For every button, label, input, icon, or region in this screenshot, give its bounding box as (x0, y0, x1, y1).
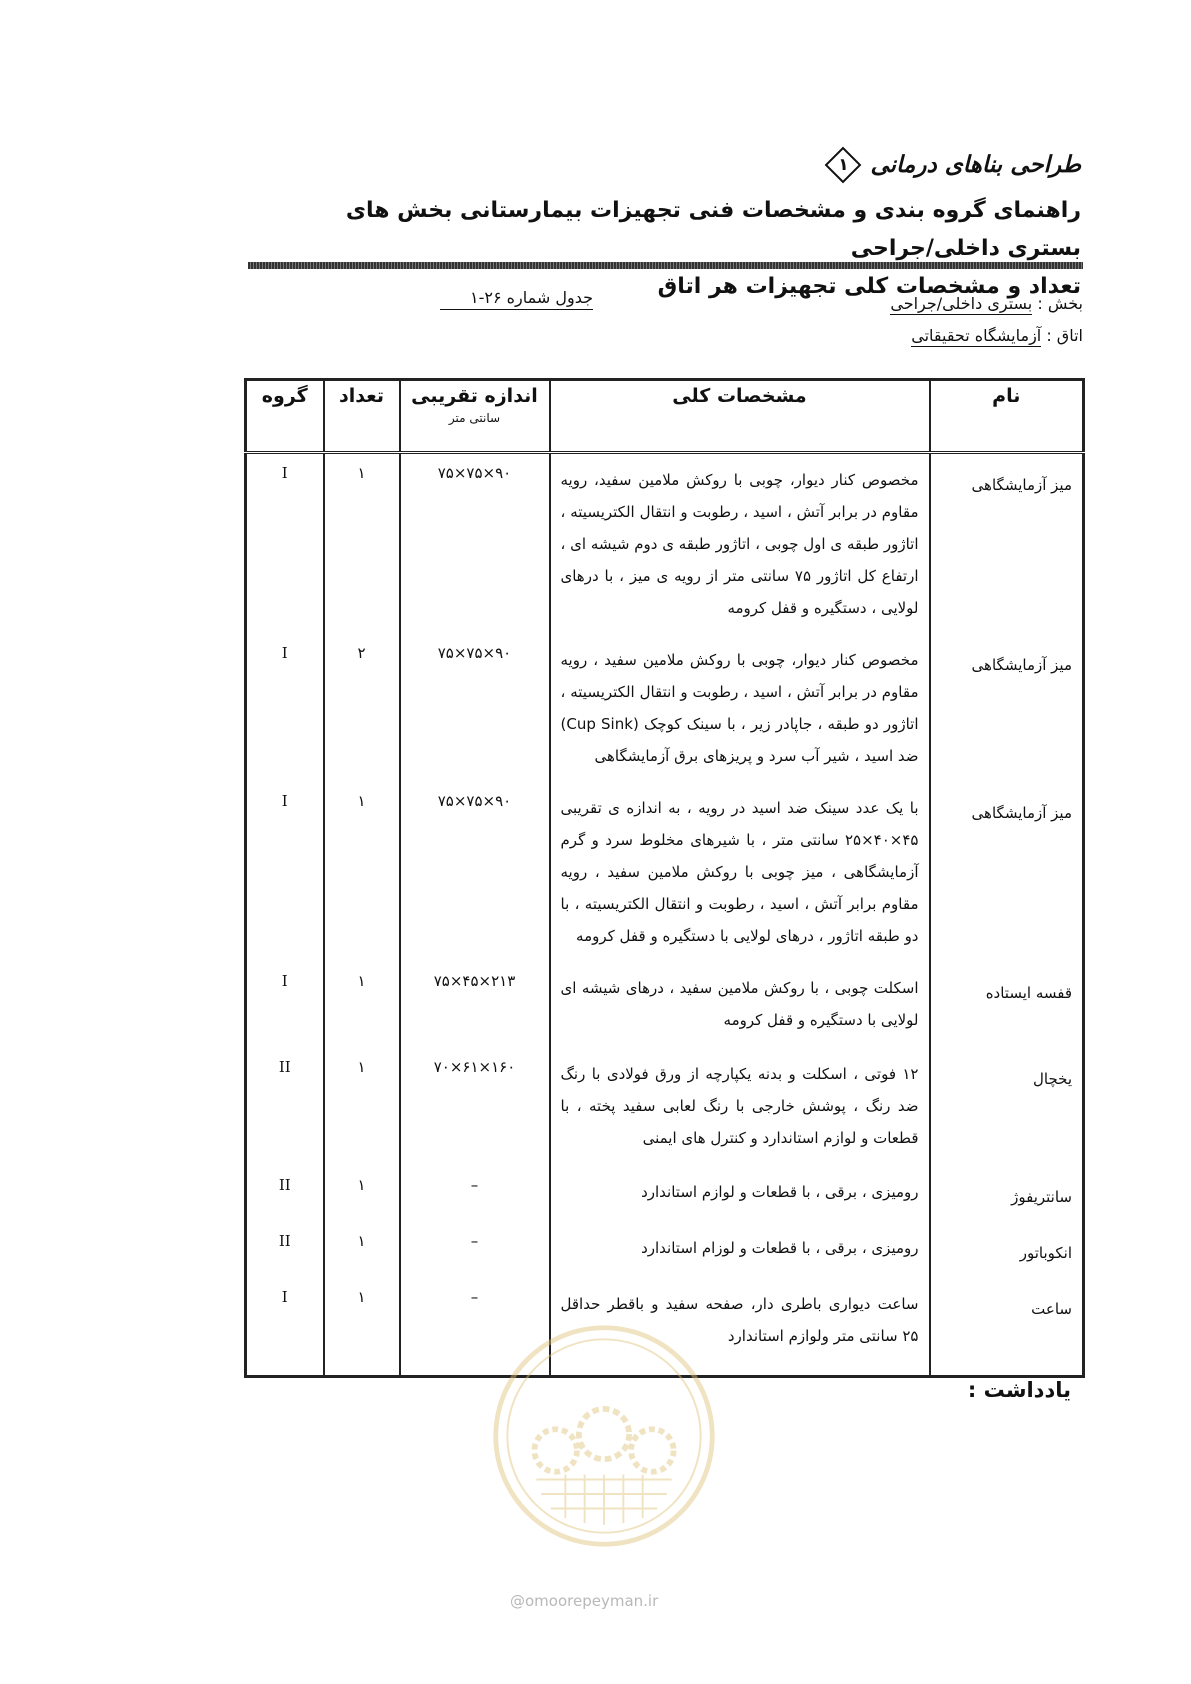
cell-spec: ساعت دیواری باطری دار، صفحه سفید و باقطر حداقل ۲۵ سانتی متر ولوازم استاندارد (550, 1278, 930, 1377)
company-seal-icon (488, 1320, 720, 1552)
watermark-url: @omoorepeyman.ir (510, 1592, 659, 1610)
cell-name: سانتریفوژ (930, 1166, 1084, 1222)
cell-qty: ۱ (324, 1278, 400, 1377)
watermark-seal-graphic (488, 1320, 720, 1552)
table-row (246, 962, 1084, 1048)
cell-name: انکوباتور (930, 1222, 1084, 1278)
cell-group: I (246, 782, 324, 962)
room-label: اتاق : (1046, 326, 1083, 345)
cell-size: ۷۵×۷۵×۹۰ (400, 453, 550, 635)
cell-group: II (246, 1222, 324, 1278)
cell-qty: ۱ (324, 782, 400, 962)
cell-size: – (400, 1166, 550, 1222)
cell-size: ۷۵×۷۵×۹۰ (400, 782, 550, 962)
table-row (246, 1166, 1084, 1222)
cell-spec: رومیزی ، برقی ، با قطعات و لوزام استاندارد (550, 1222, 930, 1278)
cell-group: II (246, 1048, 324, 1166)
cell-spec: با یک عدد سینک ضد اسید در رویه ، به اندازه ی تقریبی ۴۵×۴۰×۲۵ سانتی متر ، با شیرهای مخلوط سرد و گرم آزمایشگاهی ، میز چوبی با روکش ملامین سفید ، رویه مقاوم برابر آتش ، اسید ، رطوبت و انتقال الکتریسیته ، با دو طبقه اتاژور ، درهای لولایی با دستگیره و قفل کرومه (550, 782, 930, 962)
cell-name: میز آزمایشگاهی (930, 634, 1084, 782)
table-row (246, 453, 1084, 635)
cell-spec: اسکلت چوبی ، با روکش ملامین سفید ، درهای شیشه ای لولایی با دستگیره و قفل کرومه (550, 962, 930, 1048)
note-label: یادداشت : (967, 1378, 1071, 1402)
cell-qty: ۱ (324, 1222, 400, 1278)
cell-name: میز آزمایشگاهی (930, 782, 1084, 962)
section-row (663, 288, 1083, 320)
cell-group: I (246, 962, 324, 1048)
cell-name: ساعت (930, 1278, 1084, 1377)
cell-qty: ۱ (324, 1048, 400, 1166)
cell-spec: مخصوص کنار دیوار، چوبی با روکش ملامین سفید، رویه مقاوم در برابر آتش ، اسید ، رطوبت و انتقال الکتریسیته ، اتاژور طبقه ی اول چوبی ، اتاژور طبقه ی دوم شیشه ای ، ارتفاع کل اتاژور ۷۵ سانتی متر از رویه ی میز ، با درهای لولایی ، دستگیره و قفل کرومه (550, 453, 930, 635)
cell-group: II (246, 1166, 324, 1222)
series-number-diamond-icon (826, 148, 860, 182)
series-title: طراحی بناهای درمانی (870, 152, 1081, 178)
document-title: راهنمای گروه بندی و مشخصات فنی تجهیزات بیمارستانی بخش های بستری داخلی/جراحی (345, 198, 1081, 261)
cell-size: ۷۵×۷۵×۹۰ (400, 634, 550, 782)
cell-group: I (246, 1278, 324, 1377)
table-row (246, 1048, 1084, 1166)
section-label: بخش : (1037, 294, 1083, 313)
series-number: ۱ (838, 155, 849, 175)
cell-spec: رومیزی ، برقی ، با قطعات و لوازم استاندارد (550, 1166, 930, 1222)
room-value: آزمایشگاه تحقیقاتی (911, 326, 1042, 345)
cell-qty: ۱ (324, 453, 400, 635)
document-subtitle: تعداد و مشخصات کلی تجهیزات هر اتاق (657, 274, 1081, 299)
col-header-name: نام (930, 380, 1084, 453)
cell-spec: مخصوص کنار دیوار، چوبی با روکش ملامین سفید ، رویه مقاوم در برابر آتش ، اسید ، رطوبت و انتقال الکتریسیته ، اتاژور دو طبقه ، جاپادر زیر ، با سینک کوچک (Cup Sink) ضد اسید ، شیر آب سرد و پریزهای برق آزمایشگاهی (550, 634, 930, 782)
section-value: بستری داخلی/جراحی (890, 294, 1033, 313)
cell-size: – (400, 1222, 550, 1278)
col-header-size-unit: سانتی متر (448, 411, 501, 425)
header-divider (248, 262, 1083, 269)
col-header-group: گروه (246, 380, 324, 453)
col-header-specs: مشخصات کلی (550, 380, 930, 453)
series-line (320, 140, 1081, 190)
table-row (246, 634, 1084, 782)
cell-name: میز آزمایشگاهی (930, 453, 1084, 635)
cell-group: I (246, 453, 324, 635)
col-header-size (400, 380, 550, 453)
document-header (320, 140, 1081, 306)
cell-size: – (400, 1278, 550, 1377)
cell-qty: ۱ (324, 962, 400, 1048)
table-reference (440, 288, 593, 310)
table-number: جدول شماره ۲۶-۱ (440, 288, 593, 310)
cell-size: ۷۵×۴۵×۲۱۳ (400, 962, 550, 1048)
cell-name: یخچال (930, 1048, 1084, 1166)
table-row (246, 782, 1084, 962)
equipment-table (244, 378, 1085, 1378)
col-header-qty: تعداد (324, 380, 400, 453)
cell-qty: ۲ (324, 634, 400, 782)
col-header-size-label: اندازه تقریبی (411, 385, 538, 407)
cell-group: I (246, 634, 324, 782)
section-room-info (663, 288, 1083, 352)
table-header-row (246, 380, 1084, 453)
cell-size: ۷۰×۶۱×۱۶۰ (400, 1048, 550, 1166)
room-row (663, 320, 1083, 352)
table-row (246, 1222, 1084, 1278)
cell-qty: ۱ (324, 1166, 400, 1222)
cell-name: قفسه ایستاده (930, 962, 1084, 1048)
cell-spec: ۱۲ فوتی ، اسکلت و بدنه یکپارچه از ورق فولادی با رنگ ضد رنگ ، پوشش خارجی با رنگ لعابی سفید پخته ، با قطعات و لوازم استاندارد و کنترل های ایمنی (550, 1048, 930, 1166)
